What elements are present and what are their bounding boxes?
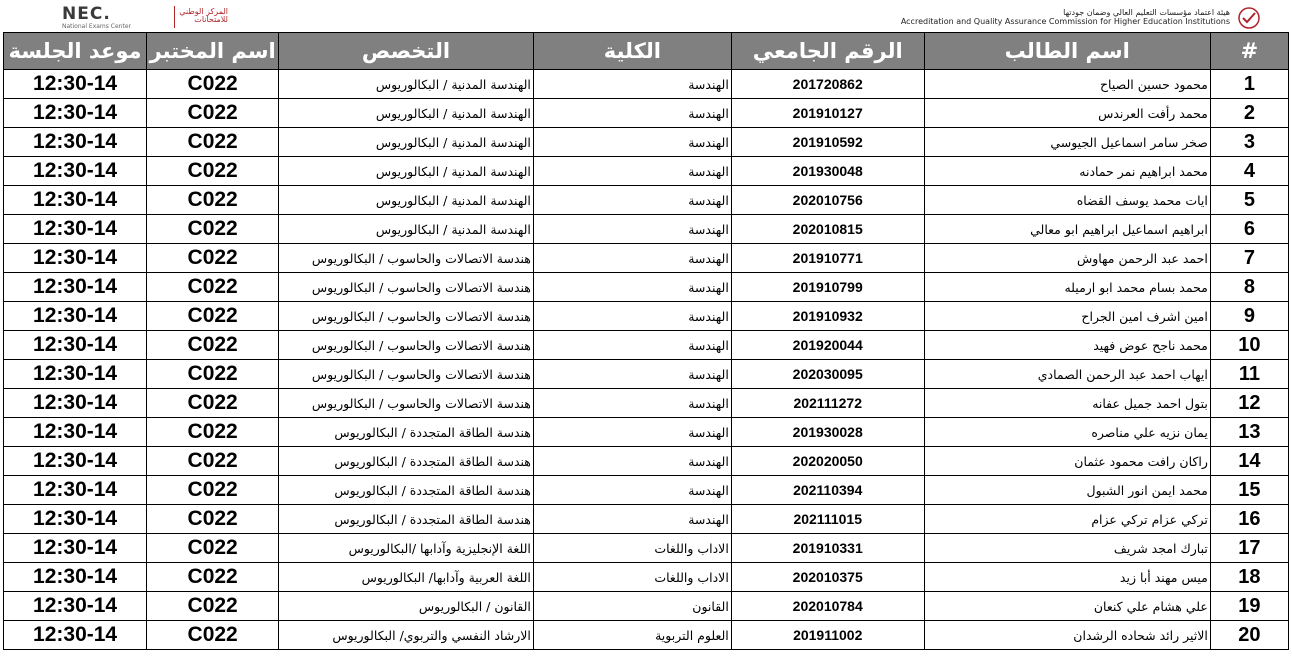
lab-name-cell: C022 [147,447,279,476]
specialization-cell: هندسة الطاقة المتجددة / البكالوريوس [279,505,534,534]
lab-name-cell: C022 [147,563,279,592]
session-time-cell: 12:30-14 [4,447,147,476]
session-time-cell: 12:30-14 [4,186,147,215]
lab-name-cell: C022 [147,99,279,128]
university-id-cell: 201910799 [731,273,924,302]
accreditation-logo [901,8,1230,30]
student-name-cell: ايهاب احمد عبد الرحمن الصمادي [924,360,1210,389]
specialization-cell: الهندسة المدنية / البكالوريوس [279,215,534,244]
table-row [4,99,1289,128]
student-name-cell: صخر سامر اسماعيل الجيوسي [924,128,1210,157]
college-cell: العلوم التربوية [533,621,731,650]
specialization-cell: القانون / البكالوريوس [279,592,534,621]
lab-name-cell: C022 [147,505,279,534]
university-id-cell: 202010784 [731,592,924,621]
session-time-cell: 12:30-14 [4,128,147,157]
table-row [4,186,1289,215]
students-table [3,32,1289,650]
student-name-cell: علي هشام علي كنعان [924,592,1210,621]
table-row [4,70,1289,99]
row-number-cell: 19 [1210,592,1288,621]
college-cell: الهندسة [533,476,731,505]
student-name-cell: ميس مهند أبا زيد [924,563,1210,592]
student-name-cell: راكان رافت محمود عثمان [924,447,1210,476]
specialization-cell: هندسة الاتصالات والحاسوب / البكالوريوس [279,360,534,389]
table-row [4,505,1289,534]
session-time-cell: 12:30-14 [4,592,147,621]
student-name-cell: محمد رأفت العرندس [924,99,1210,128]
college-cell: الهندسة [533,331,731,360]
session-time-cell: 12:30-14 [4,215,147,244]
table-row [4,360,1289,389]
college-cell: الهندسة [533,99,731,128]
nec-logo-text: NEC. [62,4,111,24]
lab-name-cell: C022 [147,128,279,157]
lab-name-cell: C022 [147,157,279,186]
university-id-cell: 201920044 [731,331,924,360]
session-time-cell: 12:30-14 [4,244,147,273]
session-time-cell: 12:30-14 [4,563,147,592]
university-id-cell: 201910771 [731,244,924,273]
student-name-cell: محمد ايمن انور الشبول [924,476,1210,505]
lab-name-cell: C022 [147,331,279,360]
row-number-cell: 20 [1210,621,1288,650]
row-number-cell: 7 [1210,244,1288,273]
lab-name-cell: C022 [147,592,279,621]
lab-name-cell: C022 [147,418,279,447]
student-name-cell: ابراهيم اسماعيل ابراهيم ابو معالي [924,215,1210,244]
specialization-cell: اللغة الإنجليزية وآدابها /البكالوريوس [279,534,534,563]
college-cell: الهندسة [533,302,731,331]
specialization-cell: هندسة الاتصالات والحاسوب / البكالوريوس [279,273,534,302]
row-number-cell: 3 [1210,128,1288,157]
student-name-cell: محمد ابراهيم نمر حمادنه [924,157,1210,186]
college-cell: الهندسة [533,447,731,476]
nec-logo-arabic: المركز الوطني للامتحانات [179,7,228,24]
row-number-cell: 10 [1210,331,1288,360]
college-cell: الهندسة [533,157,731,186]
session-time-cell: 12:30-14 [4,505,147,534]
university-id-cell: 201910127 [731,99,924,128]
specialization-cell: اللغة العربية وآدابها/ البكالوريوس [279,563,534,592]
row-number-cell: 1 [1210,70,1288,99]
university-id-cell: 202110394 [731,476,924,505]
specialization-cell: هندسة الاتصالات والحاسوب / البكالوريوس [279,389,534,418]
session-time-cell: 12:30-14 [4,273,147,302]
student-name-cell: محمد ناجح عوض فهيد [924,331,1210,360]
student-name-cell: بتول احمد جميل عفانه [924,389,1210,418]
row-number-cell: 14 [1210,447,1288,476]
student-name-cell: يمان نزيه علي مناصره [924,418,1210,447]
lab-name-cell: C022 [147,621,279,650]
table-row [4,563,1289,592]
specialization-cell: هندسة الطاقة المتجددة / البكالوريوس [279,418,534,447]
university-id-cell: 202111272 [731,389,924,418]
university-id-cell: 201910331 [731,534,924,563]
session-time-cell: 12:30-14 [4,99,147,128]
college-cell: الهندسة [533,215,731,244]
specialization-cell: هندسة الاتصالات والحاسوب / البكالوريوس [279,331,534,360]
table-row [4,621,1289,650]
table-header-row [4,33,1289,70]
college-cell: الهندسة [533,273,731,302]
table-row [4,215,1289,244]
header-university-id: الرقم الجامعي [731,33,924,70]
table-row [4,244,1289,273]
specialization-cell: هندسة الاتصالات والحاسوب / البكالوريوس [279,244,534,273]
university-id-cell: 202030095 [731,360,924,389]
row-number-cell: 12 [1210,389,1288,418]
university-id-cell: 202010375 [731,563,924,592]
row-number-cell: 2 [1210,99,1288,128]
row-number-cell: 9 [1210,302,1288,331]
college-cell: الهندسة [533,244,731,273]
university-id-cell: 201911002 [731,621,924,650]
logo-divider [174,6,175,28]
student-name-cell: الاثير رائد شحاده الرشدان [924,621,1210,650]
session-time-cell: 12:30-14 [4,389,147,418]
college-cell: الهندسة [533,505,731,534]
row-number-cell: 4 [1210,157,1288,186]
table-row [4,592,1289,621]
row-number-cell: 8 [1210,273,1288,302]
college-cell: الهندسة [533,128,731,157]
nec-logo [62,6,131,32]
table-row [4,418,1289,447]
university-id-cell: 202010815 [731,215,924,244]
specialization-cell: الهندسة المدنية / البكالوريوس [279,99,534,128]
session-time-cell: 12:30-14 [4,302,147,331]
session-time-cell: 12:30-14 [4,621,147,650]
session-time-cell: 12:30-14 [4,331,147,360]
table-row [4,128,1289,157]
college-cell: الهندسة [533,418,731,447]
college-cell: الهندسة [533,186,731,215]
specialization-cell: هندسة الطاقة المتجددة / البكالوريوس [279,447,534,476]
university-id-cell: 201930028 [731,418,924,447]
row-number-cell: 11 [1210,360,1288,389]
table-row [4,534,1289,563]
lab-name-cell: C022 [147,273,279,302]
row-number-cell: 13 [1210,418,1288,447]
table-row [4,476,1289,505]
university-id-cell: 201910932 [731,302,924,331]
lab-name-cell: C022 [147,389,279,418]
student-name-cell: محمود حسين الصياح [924,70,1210,99]
specialization-cell: هندسة الاتصالات والحاسوب / البكالوريوس [279,302,534,331]
session-time-cell: 12:30-14 [4,157,147,186]
session-time-cell: 12:30-14 [4,476,147,505]
accreditation-emblem-icon [1236,6,1262,30]
row-number-cell: 18 [1210,563,1288,592]
university-id-cell: 202020050 [731,447,924,476]
student-name-cell: امين اشرف امين الجراح [924,302,1210,331]
row-number-cell: 6 [1210,215,1288,244]
lab-name-cell: C022 [147,302,279,331]
session-time-cell: 12:30-14 [4,360,147,389]
header-session-time: موعد الجلسة [4,33,147,70]
row-number-cell: 15 [1210,476,1288,505]
specialization-cell: الهندسة المدنية / البكالوريوس [279,157,534,186]
student-name-cell: ايات محمد يوسف القضاه [924,186,1210,215]
university-id-cell: 201720862 [731,70,924,99]
college-cell: الهندسة [533,389,731,418]
lab-name-cell: C022 [147,476,279,505]
student-name-cell: تركي عزام تركي عزام [924,505,1210,534]
row-number-cell: 17 [1210,534,1288,563]
college-cell: الاداب واللغات [533,563,731,592]
nec-logo-subtitle: National Exams Center [62,23,131,30]
header-lab-name: اسم المختبر [147,33,279,70]
lab-name-cell: C022 [147,360,279,389]
student-name-cell: احمد عبد الرحمن مهاوش [924,244,1210,273]
lab-name-cell: C022 [147,70,279,99]
lab-name-cell: C022 [147,534,279,563]
specialization-cell: الهندسة المدنية / البكالوريوس [279,186,534,215]
university-id-cell: 202010756 [731,186,924,215]
college-cell: الاداب واللغات [533,534,731,563]
college-cell: الهندسة [533,70,731,99]
table-row [4,331,1289,360]
table-row [4,447,1289,476]
university-id-cell: 201910592 [731,128,924,157]
page-header [0,0,1292,32]
college-cell: القانون [533,592,731,621]
table-row [4,157,1289,186]
accreditation-subtitle: Accreditation and Quality Assurance Commission for Higher Education Institutions [900,17,1230,26]
table-row [4,389,1289,418]
student-name-cell: تبارك امجد شريف [924,534,1210,563]
college-cell: الهندسة [533,360,731,389]
specialization-cell: الهندسة المدنية / البكالوريوس [279,128,534,157]
table-row [4,302,1289,331]
accreditation-title: هيئة اعتماد مؤسسات التعليم العالي وضمان جودتها [1063,8,1230,17]
session-time-cell: 12:30-14 [4,418,147,447]
specialization-cell: الارشاد النفسي والتربوي/ البكالوريوس [279,621,534,650]
specialization-cell: هندسة الطاقة المتجددة / البكالوريوس [279,476,534,505]
header-college: الكلية [533,33,731,70]
session-time-cell: 12:30-14 [4,70,147,99]
header-student-name: اسم الطالب [924,33,1210,70]
row-number-cell: 16 [1210,505,1288,534]
student-name-cell: محمد بسام محمد ابو ارميله [924,273,1210,302]
university-id-cell: 202111015 [731,505,924,534]
table-row [4,273,1289,302]
row-number-cell: 5 [1210,186,1288,215]
university-id-cell: 201930048 [731,157,924,186]
lab-name-cell: C022 [147,244,279,273]
specialization-cell: الهندسة المدنية / البكالوريوس [279,70,534,99]
session-time-cell: 12:30-14 [4,534,147,563]
header-specialization: التخصص [279,33,534,70]
lab-name-cell: C022 [147,215,279,244]
header-num: # [1210,33,1288,70]
lab-name-cell: C022 [147,186,279,215]
